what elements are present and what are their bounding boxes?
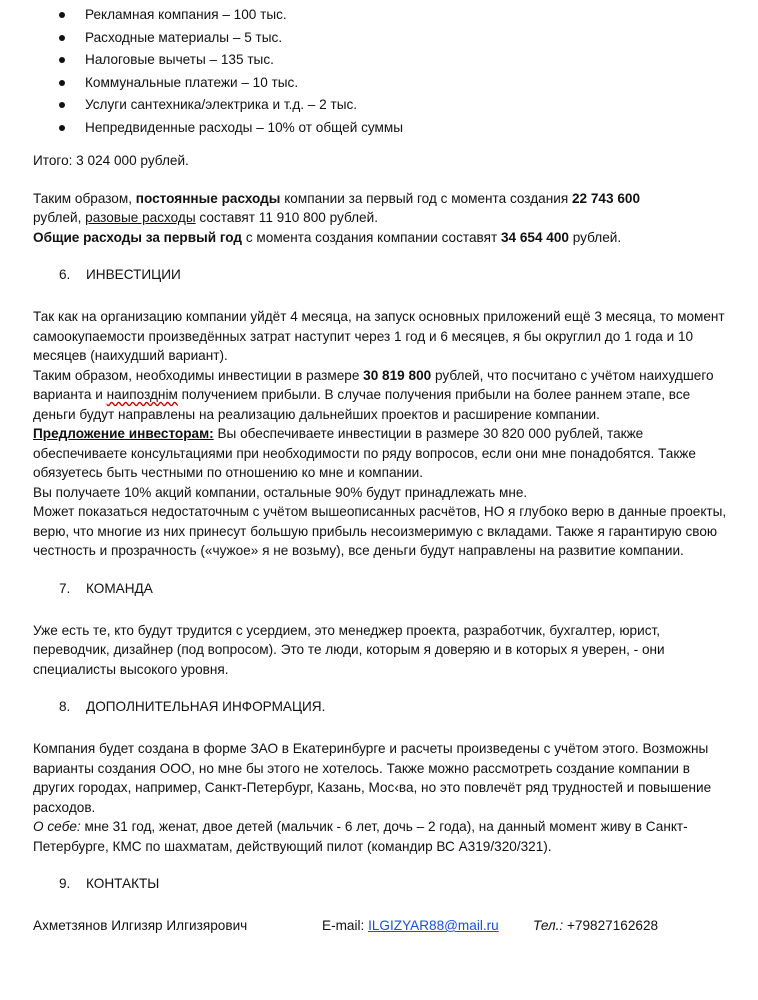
section-number: 9. [59, 876, 71, 891]
section-number: 6. [59, 267, 71, 282]
total-costs-value: 34 654 400 [500, 229, 569, 245]
document-page [33, 4, 733, 936]
investor-offer-paragraph [33, 424, 733, 483]
paragraph-text: получением прибыли. В случае получения прибыли на более раннем этапе, все деньги будут направлены на реализацию дальнейших проектов и расширение компании. [33, 387, 691, 422]
one-time-costs-label: разовые расходы [85, 210, 196, 225]
list-item: Коммунальные платежи – 10 тыс. [33, 72, 733, 95]
list-item: Непредвиденные расходы – 10% от общей суммы [33, 117, 733, 140]
list-item: Рекламная компания – 100 тыс. [33, 4, 733, 27]
spellcheck-word: наипозднім [106, 387, 178, 402]
summary-text: Таким образом, [33, 190, 136, 206]
summary-text: компании за первый год с момента создания [280, 190, 572, 206]
investments-paragraph: Вы получаете 10% акций компании, остальные 90% будут принадлежать мне. [33, 484, 528, 500]
section-title: ДОПОЛНИТЕЛЬНАЯ ИНФОРМАЦИЯ. [86, 699, 326, 714]
investments-paragraph: Может показаться недостаточным с учётом вышеописанных расчётов, НО я глубоко верю в данные проекты, верю, что многие из них принесут большую прибыль несоизмеримую с вкладами. Также я гарантирую свою честность и прозрачность («чужое» я не возьму), все деньги будут направлены на развитие компании. [33, 504, 727, 558]
email-label: E-mail: [322, 918, 369, 933]
additional-info-paragraph: Компания будет создана в форме ЗАО в Екатеринбурге и расчеты произведены с учётом этого. Возможны варианты создания ООО, но мне бы этого не хотелось. Также можно рассмотреть создание компании в других городах, например, Санкт-Петербург, Казань, Мос‹ва, но это повлечёт ряд трудностей и повышение расходов. [33, 741, 712, 815]
summary-paragraph [33, 189, 733, 248]
expense-list [33, 4, 733, 139]
phone-number: +79827162628 [563, 918, 659, 933]
total-line: Итого: 3 024 000 рублей. [33, 153, 189, 168]
paragraph-text: Таким образом, необходимы инвестиции в размере [33, 367, 364, 383]
investment-amount: 30 819 800 [363, 367, 432, 383]
section-heading-team [33, 579, 733, 599]
fixed-costs-value: 22 743 600 [571, 190, 641, 206]
phone-contact [533, 916, 658, 936]
email-link[interactable]: ILGIZYAR88@mail.ru [368, 918, 499, 933]
list-item: Расходные материалы – 5 тыс. [33, 27, 733, 50]
section-heading-investments [33, 265, 733, 285]
fixed-costs-label: постоянные расходы [135, 190, 281, 206]
investor-offer-label: Предложение инвесторам: [33, 426, 214, 441]
paragraph-text: Вы обеспечиваете инвестиции в размере 30 820 000 рублей, также обеспечиваете консультациями при необходимости по ряду вопросов, если они мне понадобятся. Также обязуетесь быть честными по отношению ко мне и компании. [33, 426, 696, 480]
total-costs-label: Общие расходы за первый год [33, 229, 243, 245]
email-contact [322, 916, 499, 936]
summary-text: составят 11 910 800 рублей. [195, 210, 378, 225]
list-item: Услуги сантехника/электрика и т.д. – 2 тыс. [33, 94, 733, 117]
section-title: КОМАНДА [86, 580, 153, 596]
about-label: О себе: [33, 819, 81, 834]
summary-text: с момента создания компании составят [242, 229, 501, 245]
list-item: Налоговые вычеты – 135 тыс. [33, 49, 733, 72]
summary-text: рублей, [33, 210, 86, 225]
section-title: КОНТАКТЫ [86, 876, 160, 891]
about-paragraph [33, 817, 733, 856]
contact-name: Ахметзянов Илгизяр Илгизярович [33, 918, 248, 933]
section-heading-contacts [33, 874, 733, 894]
team-paragraph: Уже есть те, кто будут трудится с усердием, это менеджер проекта, разработчик, бухгалтер, юрист, переводчик, дизайнер (под вопросом). Это те люди, которым я доверяю и в которых я уверен, - они специалисты высокого уровня. [33, 622, 665, 677]
section-title: ИНВЕСТИЦИИ [86, 267, 181, 282]
summary-text: рублей. [569, 229, 622, 245]
investments-paragraph: Так как на организацию компании уйдёт 4 месяца, на запуск основных приложений ещё 3 месяца, то момент самоокупаемости произведённых затрат наступит через 1 год и 6 месяцев, я бы округлил до 1 года и 10 месяцев (наихудший вариант). [33, 309, 725, 363]
investments-paragraph [33, 366, 733, 425]
section-number: 8. [59, 699, 71, 714]
section-heading-additional-info [33, 697, 733, 717]
phone-label: Тел.: [533, 918, 564, 933]
section-number: 7. [59, 580, 71, 596]
paragraph-text: мне 31 год, женат, двое детей (мальчик - 6 лет, дочь – 2 года), на данный момент живу в Санкт-Петербурге, КМС по шахматам, действующий пилот (командир ВС А319/320/321). [33, 819, 688, 854]
paragraph-text: рублей, что посчитано с учётом наихудшего варианта и [33, 367, 714, 402]
contacts-line [33, 916, 733, 936]
